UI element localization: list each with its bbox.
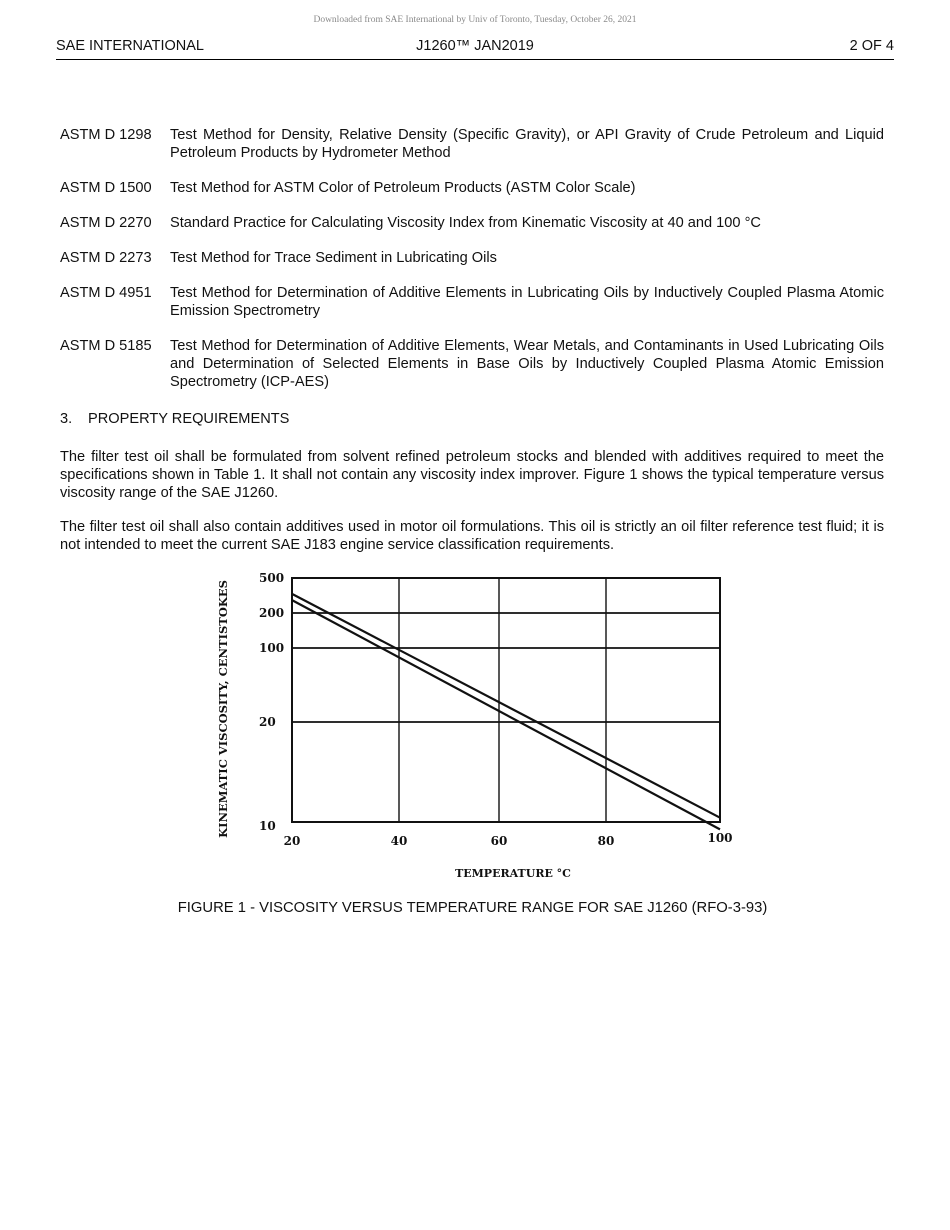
reference-code: ASTM D 2273 <box>60 250 152 266</box>
reference-code: ASTM D 5185 <box>60 338 152 354</box>
body-paragraph: The filter test oil shall be formulated from solvent refined petroleum stocks and blended with additives required to meet the specifications shown in Table 1. It shall not contain any viscosity index improver. Figure 1 shows the typical temperature versus viscosity range of the SAE J1260. <box>60 449 884 501</box>
body-paragraph: The filter test oil shall also contain additives used in motor oil formulations. This oil is strictly an oil filter reference test fluid; it is not intended to meet the current SAE J183 engine service classification requirements. <box>60 519 884 553</box>
reference-title: Standard Practice for Calculating Viscosity Index from Kinematic Viscosity at 40 and 100 °C <box>170 215 761 231</box>
reference-code: ASTM D 1298 <box>60 127 152 143</box>
reference-title: Test Method for Trace Sediment in Lubricating Oils <box>170 250 497 266</box>
chart-series <box>292 594 720 830</box>
y-tick-label: 10 <box>259 819 276 833</box>
reference-title: Test Method for Determination of Additive Elements, Wear Metals, and Contaminants in Used Lubricating Oils and Determination of Selected Elements in Base Oils by Inductively Coupled Plasma Atomic Emission Spectrometry (ICP-AES) <box>170 338 884 390</box>
reference-item <box>60 337 884 391</box>
x-tick-label: 40 <box>390 834 408 848</box>
series-line <box>292 594 720 818</box>
reference-code: ASTM D 4951 <box>60 285 152 301</box>
chart-grid <box>292 578 720 822</box>
reference-title: Test Method for Density, Relative Density (Specific Gravity), or API Gravity of Crude Petroleum and Liquid Petroleum Products by Hydrometer Method <box>170 127 884 161</box>
reference-code: ASTM D 2270 <box>60 215 152 231</box>
reference-item <box>60 284 884 320</box>
y-tick-labels <box>259 571 284 833</box>
series-line <box>292 600 720 829</box>
header-org: SAE INTERNATIONAL <box>56 38 204 54</box>
reference-item <box>60 179 884 197</box>
x-tick-label: 60 <box>490 834 508 848</box>
y-axis-label: KINEMATIC VISCOSITY, CENTISTOKES <box>216 580 230 838</box>
y-tick-label: 100 <box>259 641 285 655</box>
section-number: 3. <box>60 411 73 427</box>
figure-caption: FIGURE 1 - VISCOSITY VERSUS TEMPERATURE RANGE FOR SAE J1260 (RFO-3-93) <box>177 900 768 916</box>
x-tick-label: 20 <box>283 834 301 848</box>
section-title: PROPERTY REQUIREMENTS <box>88 411 290 427</box>
reference-title: Test Method for Determination of Additive Elements in Lubricating Oils by Inductively Coupled Plasma Atomic Emission Spectrometry <box>170 285 884 319</box>
reference-item <box>60 249 884 267</box>
x-axis-label: TEMPERATURE °C <box>455 867 571 880</box>
viscosity-chart <box>205 566 735 886</box>
header-rule <box>56 59 894 60</box>
plot-frame <box>292 578 720 822</box>
reference-list <box>60 126 884 391</box>
x-tick-label: 80 <box>597 834 615 848</box>
reference-title: Test Method for ASTM Color of Petroleum Products (ASTM Color Scale) <box>170 180 636 196</box>
y-tick-label: 20 <box>259 715 276 729</box>
y-tick-label: 500 <box>259 571 285 585</box>
x-tick-labels <box>284 831 733 848</box>
y-tick-label: 200 <box>259 606 285 620</box>
reference-item <box>60 126 884 162</box>
reference-code: ASTM D 1500 <box>60 180 152 196</box>
section-heading <box>60 411 289 427</box>
header-page-number: 2 OF 4 <box>849 38 894 54</box>
x-tick-label: 100 <box>707 831 733 845</box>
reference-item <box>60 214 884 232</box>
header-doc-id: J1260™ JAN2019 <box>416 38 534 54</box>
download-watermark: Downloaded from SAE International by Univ of Toronto, Tuesday, October 26, 2021 <box>313 15 637 25</box>
